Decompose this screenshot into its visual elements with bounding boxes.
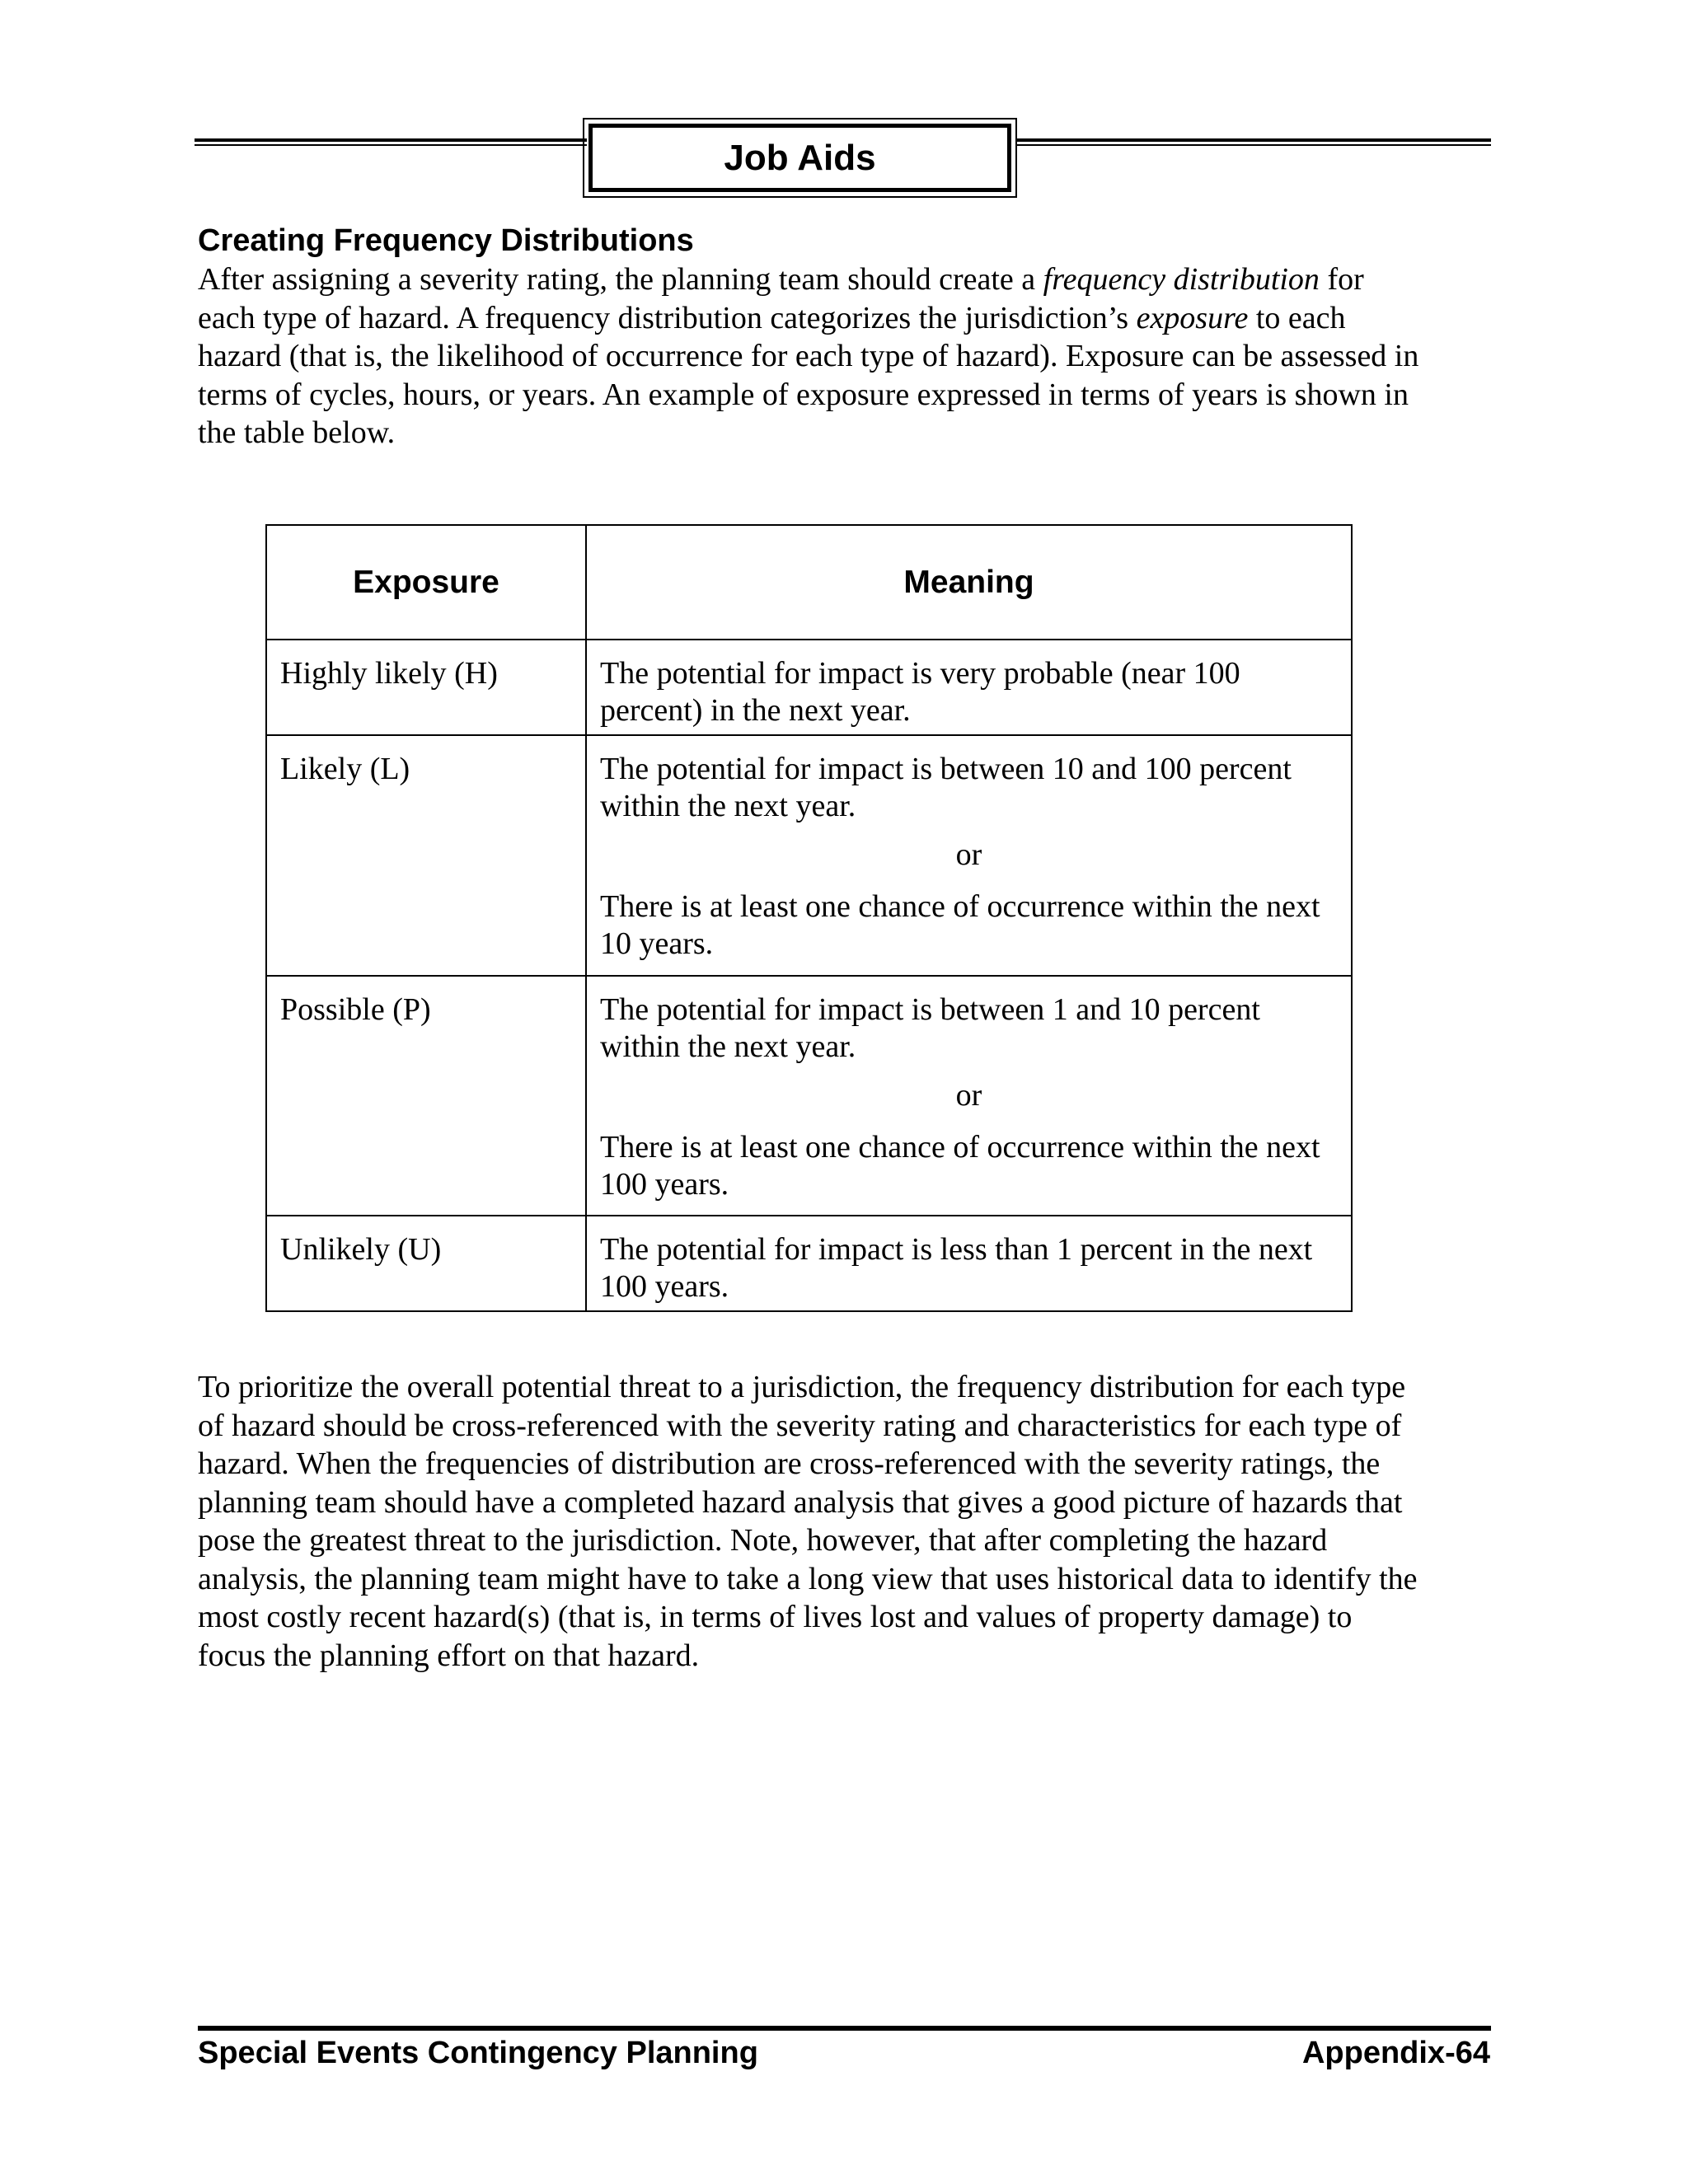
closing-line: most costly recent hazard(s) (that is, in terms of lives lost and values of property damage) to xyxy=(198,1600,1353,1634)
meaning-text: The potential for impact is between 10 and 100 percent within the next year. xyxy=(600,752,1292,823)
header-title: Job Aids xyxy=(588,124,1011,192)
closing-line: of hazard should be cross-referenced with the severity rating and characteristics for each type of xyxy=(198,1408,1402,1443)
meaning-text: The potential for impact is between 1 and 10 percent within the next year. xyxy=(600,992,1260,1064)
intro-paragraph xyxy=(198,260,1500,452)
table-row xyxy=(266,735,1352,976)
meaning-text: The potential for impact is very probable (near 100 percent) in the next year. xyxy=(600,656,1240,728)
closing-line: pose the greatest threat to the jurisdiction. Note, however, that after completing the hazard xyxy=(198,1523,1328,1558)
closing-line: planning team should have a completed hazard analysis that gives a good picture of hazards that xyxy=(198,1484,1403,1520)
meaning-text: There is at least one chance of occurrence within the next 10 years. xyxy=(600,889,1320,961)
exposure-cell: Highly likely (H) xyxy=(266,640,586,735)
header-rule-right xyxy=(1016,138,1491,146)
meaning-or: or xyxy=(955,1078,982,1113)
footer-page-number: Appendix-64 xyxy=(1301,2036,1490,2070)
closing-line: analysis, the planning team might have to take a long view that uses historical data to identify the xyxy=(198,1561,1418,1596)
header-rule-left xyxy=(195,138,587,146)
term-exposure: exposure xyxy=(1136,300,1249,335)
closing-line: To prioritize the overall potential threat to a jurisdiction, the frequency distribution for each type xyxy=(198,1370,1406,1404)
intro-line: hazard (that is, the likelihood of occurrence for each type of hazard). Exposure can be assessed in xyxy=(198,339,1419,373)
exposure-table xyxy=(265,524,1353,1312)
intro-line: After assigning a severity rating, the planning team should create a frequency distribution for xyxy=(198,262,1364,297)
footer-document-title: Special Events Contingency Planning xyxy=(198,2036,758,2070)
footer-rule xyxy=(198,2026,1491,2031)
term-frequency-distribution: frequency distribution xyxy=(1043,262,1320,297)
exposure-cell: Unlikely (U) xyxy=(266,1216,586,1311)
meaning-cell xyxy=(586,976,1352,1216)
meaning-or: or xyxy=(955,837,982,872)
meaning-cell xyxy=(586,1216,1352,1311)
column-header-meaning: Meaning xyxy=(586,525,1352,640)
section-title: Creating Frequency Distributions xyxy=(198,223,694,258)
table-row xyxy=(266,1216,1352,1311)
table-row xyxy=(266,640,1352,735)
meaning-text: There is at least one chance of occurrence within the next 100 years. xyxy=(600,1130,1320,1202)
closing-line: focus the planning effort on that hazard. xyxy=(198,1638,700,1673)
closing-line: hazard. When the frequencies of distribution are cross-referenced with the severity ratings, the xyxy=(198,1446,1381,1481)
intro-line: terms of cycles, hours, or years. An example of exposure expressed in terms of years is shown in xyxy=(198,377,1409,412)
intro-line: each type of hazard. A frequency distribution categorizes the jurisdiction’s exposure to each xyxy=(198,300,1346,335)
exposure-cell: Possible (P) xyxy=(266,976,586,1216)
meaning-text: The potential for impact is less than 1 percent in the next 100 years. xyxy=(600,1232,1313,1304)
header-box xyxy=(583,118,1017,198)
closing-paragraph xyxy=(198,1368,1500,1675)
meaning-cell xyxy=(586,640,1352,735)
table-header-row xyxy=(266,525,1352,640)
meaning-cell xyxy=(586,735,1352,976)
exposure-cell: Likely (L) xyxy=(266,735,586,976)
intro-line: the table below. xyxy=(198,415,396,450)
column-header-exposure: Exposure xyxy=(266,525,586,640)
table-row xyxy=(266,976,1352,1216)
